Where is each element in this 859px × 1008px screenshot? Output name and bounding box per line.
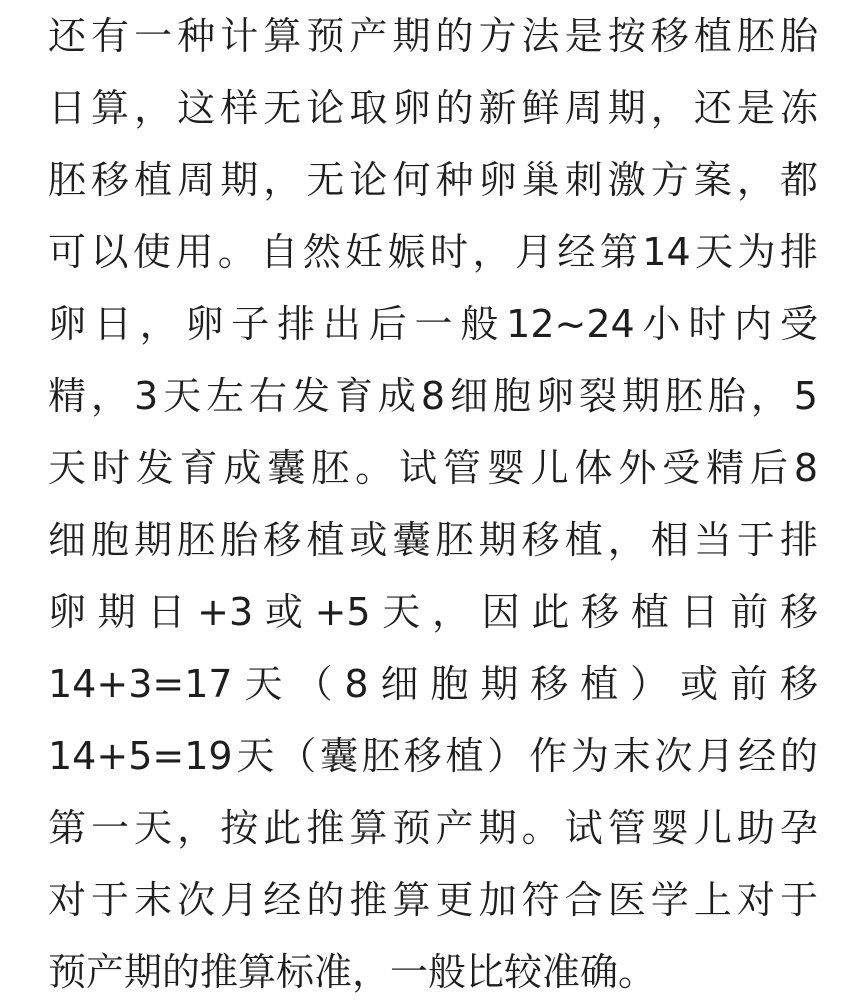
- article-body: [48, 0, 818, 1000]
- text-line-14: 预产期的推算标准，一般比较准确。: [48, 950, 657, 994]
- text-line-9: 卵期日+3或+5天，因此移植日前移: [48, 590, 818, 634]
- text-line-10: 14+3=17天（8细胞期移植）或前移: [48, 662, 818, 706]
- text-line-3: 胚移植周期，无论何种卵巢刺激方案，都: [48, 158, 818, 202]
- text-line-1: 还有一种计算预产期的方法是按移植胚胎: [48, 14, 818, 58]
- text-line-7: 天时发育成囊胚。试管婴儿体外受精后8: [48, 446, 818, 490]
- text-line-13: 对于末次月经的推算更加符合医学上对于: [48, 878, 818, 922]
- text-line-12: 第一天，按此推算预产期。试管婴儿助孕: [48, 806, 818, 850]
- text-line-11: 14+5=19天（囊胚移植）作为末次月经的: [48, 734, 818, 778]
- text-line-6: 精，3天左右发育成8细胞卵裂期胚胎，5: [48, 374, 818, 418]
- text-line-5: 卵日，卵子排出后一般12~24小时内受: [48, 302, 818, 346]
- text-line-2: 日算，这样无论取卵的新鲜周期，还是冻: [48, 86, 818, 130]
- text-line-4: 可以使用。自然妊娠时，月经第14天为排: [48, 230, 818, 274]
- text-line-8: 细胞期胚胎移植或囊胚期移植，相当于排: [48, 518, 818, 562]
